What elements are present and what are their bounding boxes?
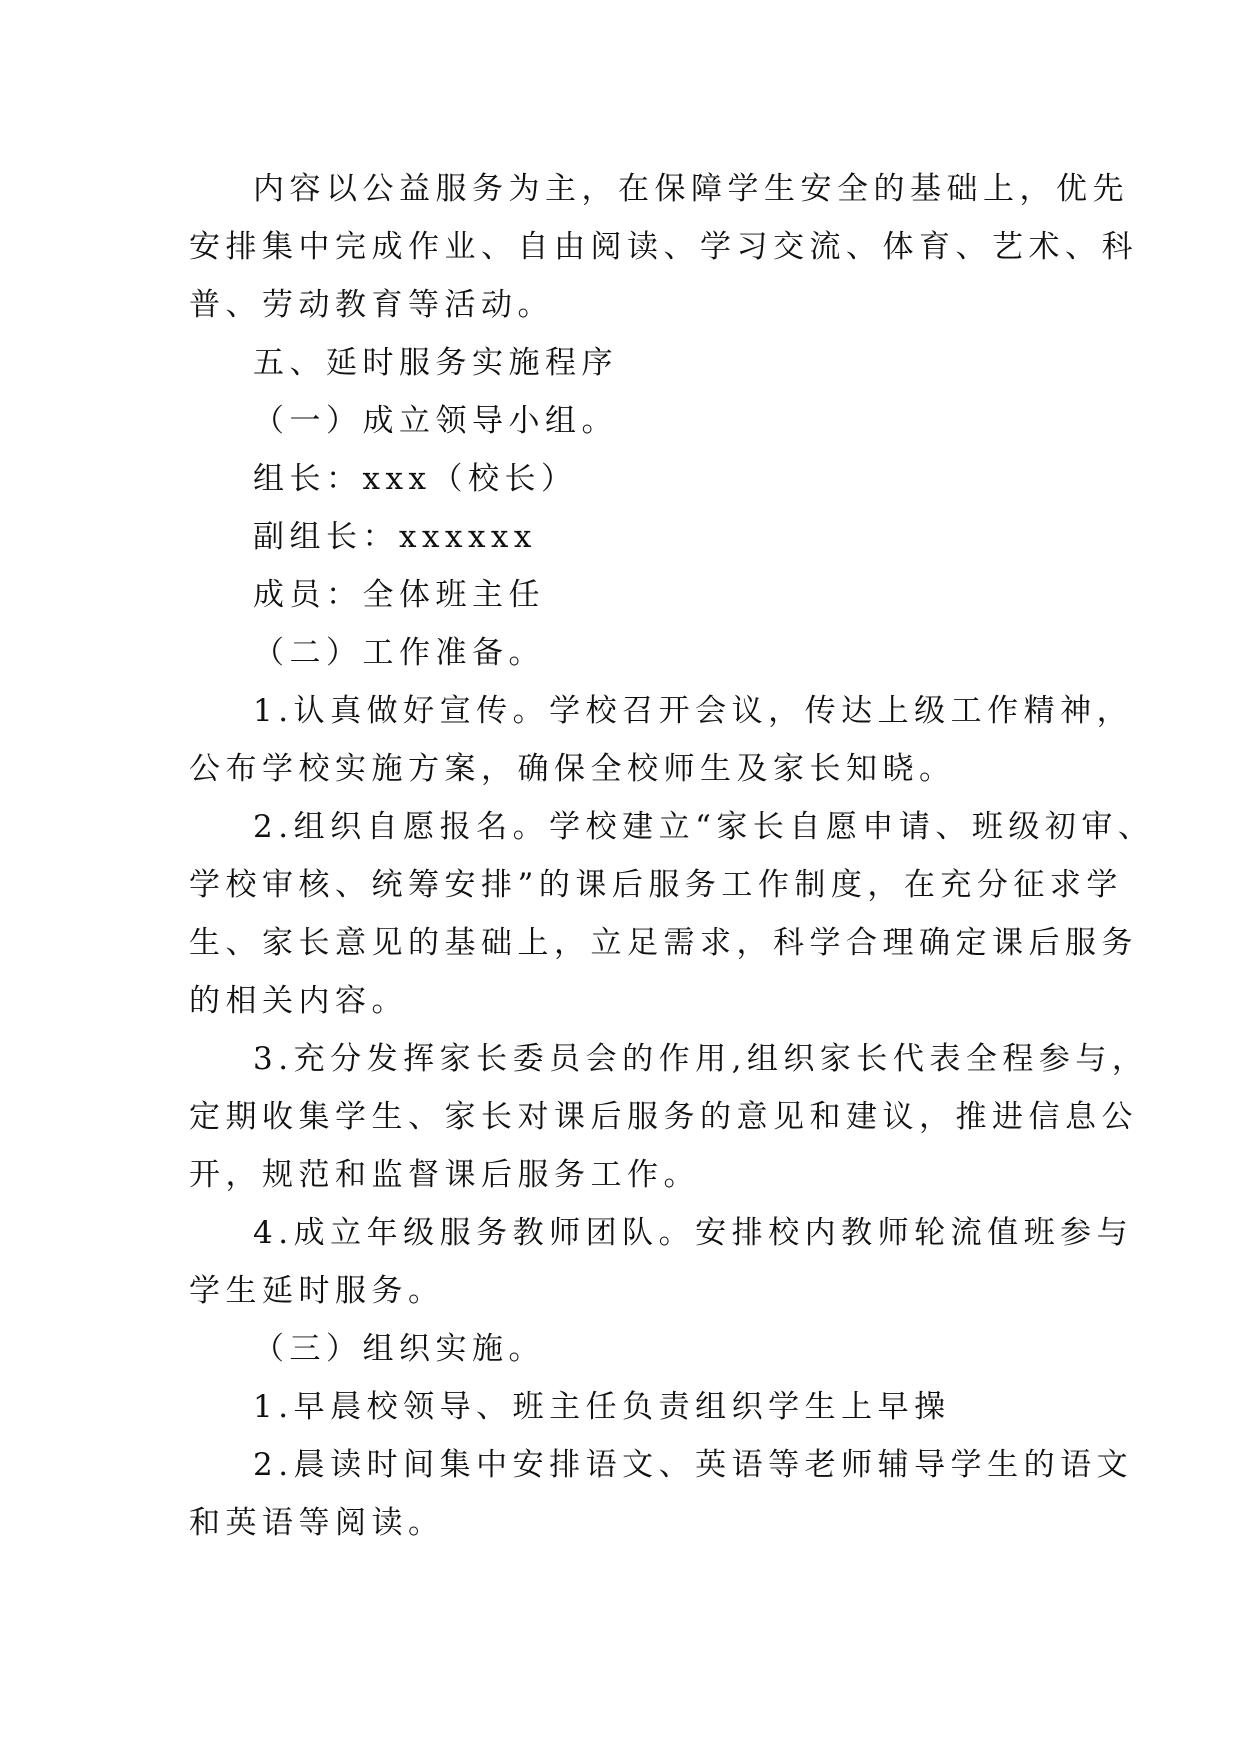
paragraph-line: 2.组织自愿报名。学校建立“家长自愿申请、班级初审、 <box>253 809 1155 845</box>
paragraph-line: 1.认真做好宣传。学校召开会议，传达上级工作精神， <box>253 693 1134 729</box>
subsection-heading: （一）成立领导小组。 <box>253 403 618 439</box>
paragraph-line: 开，规范和监督课后服务工作。 <box>189 1157 700 1193</box>
paragraph-line: 成员：全体班主任 <box>253 577 545 613</box>
subsection-heading: （三）组织实施。 <box>253 1331 545 1367</box>
paragraph-line: 副组长：xxxxxx <box>253 519 537 555</box>
paragraph-line: 普、劳动教育等活动。 <box>189 287 554 323</box>
paragraph-line: 生、家长意见的基础上，立足需求，科学合理确定课后服务 <box>189 925 1138 961</box>
document-body <box>189 160 1155 1552</box>
paragraph-line: 学生延时服务。 <box>189 1273 445 1309</box>
section-heading: 五、延时服务实施程序 <box>253 345 618 381</box>
paragraph-line: 和英语等阅读。 <box>189 1505 445 1541</box>
paragraph-line: 公布学校实施方案，确保全校师生及家长知晓。 <box>189 751 956 787</box>
paragraph-line: 3.充分发挥家长委员会的作用,组织家长代表全程参与， <box>253 1041 1149 1077</box>
paragraph-line: 组长：xxx（校长） <box>253 461 578 497</box>
paragraph-line: 定期收集学生、家长对课后服务的意见和建议，推进信息公 <box>189 1099 1138 1135</box>
paragraph-line: 4.成立年级服务教师团队。安排校内教师轮流值班参与 <box>253 1215 1134 1251</box>
subsection-heading: （二）工作准备。 <box>253 635 545 671</box>
paragraph-line: 1.早晨校领导、班主任负责组织学生上早操 <box>253 1389 951 1425</box>
paragraph-line: 内容以公益服务为主，在保障学生安全的基础上，优先 <box>253 171 1129 207</box>
paragraph-line: 的相关内容。 <box>189 983 408 1019</box>
paragraph-line: 学校审核、统筹安排”的课后服务工作制度，在充分征求学 <box>189 867 1123 903</box>
paragraph-line: 安排集中完成作业、自由阅读、学习交流、体育、艺术、科 <box>189 229 1138 265</box>
paragraph-line: 2.晨读时间集中安排语文、英语等老师辅导学生的语文 <box>253 1447 1134 1483</box>
